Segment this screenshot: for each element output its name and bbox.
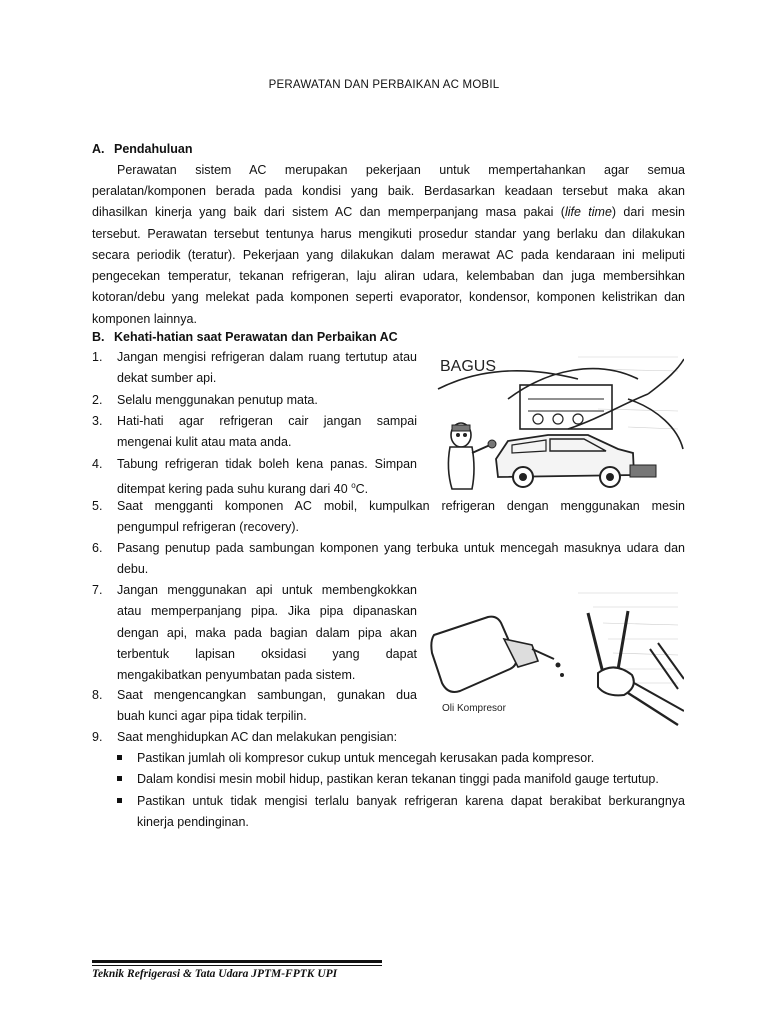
footer-text: Teknik Refrigerasi & Tata Udara JPTM-FPTK UPI bbox=[92, 968, 338, 980]
para-line: pengecekan temperatur, tekanan refrigeran, laju aliran udara, kelembaban dan juga membersihkan bbox=[92, 269, 685, 284]
para-line: tersebut. Perawatan tersebut tentunya harus mengikuti prosedur standar yang berlaku dan dilakukan bbox=[92, 226, 685, 241]
para-line: secara periodik (teratur). Pekerjaan yang dilakukan dalam merawat AC pada kendaraan ini meliputi bbox=[92, 247, 685, 262]
life-time-italic: life time bbox=[564, 205, 612, 220]
car-illustration bbox=[428, 349, 684, 495]
figure-oil-compressor bbox=[428, 583, 684, 729]
para-line: Perawatan sistem AC merupakan pekerjaan untuk mempertahankan agar semua bbox=[117, 163, 685, 177]
figure-refrigerant-car bbox=[428, 349, 684, 495]
para-line: kotoran/debu yang melekat pada komponen seperti evaporator, kondensor, komponen kelistrikan dan bbox=[92, 290, 685, 305]
list-item-6: 6. Pasang penutup pada sambungan komponen yang terbuka untuk mencegah masuknya udara dan debu. bbox=[92, 541, 685, 577]
section-b-letter: B. bbox=[92, 330, 105, 344]
bullet-item-1: Pastikan jumlah oli kompresor cukup untuk mencegah kerusakan pada kompresor. bbox=[117, 748, 685, 770]
section-a-letter: A. bbox=[92, 142, 105, 156]
list-item-2: 2. Selalu menggunakan penutup mata. bbox=[92, 393, 318, 407]
list-item-1: 1. Jangan mengisi refrigeran dalam ruang tertutup atau dekat sumber api. bbox=[92, 350, 417, 386]
bullet-icon bbox=[117, 798, 122, 803]
para-line: peralatan/komponen berada pada kondisi yang baik. Berdasarkan keadaan tersebut maka akan bbox=[92, 184, 685, 198]
oil-compressor-illustration bbox=[428, 583, 684, 729]
figure-label-oli-kompresor: Oli Kompresor bbox=[442, 703, 506, 714]
bullet-icon bbox=[117, 776, 122, 781]
bullet-item-3: Pastikan untuk tidak mengisi terlalu banyak refrigeran karena dapat berakibat berkurangnya kinerja pendinginan. bbox=[117, 791, 685, 835]
section-a-title: Pendahuluan bbox=[114, 142, 193, 156]
list-item-9: 9. Saat menghidupkan AC dan melakukan pengisian: bbox=[92, 730, 398, 744]
section-a-paragraph bbox=[117, 160, 685, 181]
section-a-heading bbox=[92, 142, 192, 156]
bullet-item-2: Dalam kondisi mesin mobil hidup, pastikan keran tekanan tinggi pada manifold gauge tertutup. bbox=[117, 769, 685, 791]
list-item-5: 5. Saat mengganti komponen AC mobil, kumpulkan refrigeran dengan menggunakan mesin pengumpul refrigeran (recovery). bbox=[92, 499, 685, 535]
section-a-paragraph-body bbox=[92, 181, 685, 330]
footer-rule-thick bbox=[92, 960, 382, 963]
list-item-7: 7. Jangan menggunakan api untuk membengkokkan atau memperpanjang pipa. Jika pipa dipanaskan dengan api, maka pada bagian dalam pipa akan terbentuk lapisan oksidasi yang dapat mengakibatkan penyumbatan pada sistem. bbox=[92, 583, 417, 683]
section-b-heading bbox=[92, 330, 398, 344]
para-line-life-time: dihasilkan kinerja yang baik dari sistem AC dan memperpanjang masa pakai (life time) dari mesin bbox=[92, 205, 685, 220]
figure-label-bagus: BAGUS bbox=[440, 358, 497, 375]
bullet-icon bbox=[117, 755, 122, 760]
para-line: komponen lainnya. bbox=[92, 311, 197, 326]
footer-rule-thin bbox=[92, 965, 382, 966]
list-item-8: 8. Saat mengencangkan sambungan, gunakan dua buah kunci agar pipa tidak terpilin. bbox=[92, 688, 417, 724]
section-b-title: Kehati-hatian saat Perawatan dan Perbaikan AC bbox=[114, 330, 398, 344]
page-title: PERAWATAN DAN PERBAIKAN AC MOBIL bbox=[268, 79, 500, 91]
list-item-3: 3. Hati-hati agar refrigeran cair jangan sampai mengenai kulit atau mata anda. bbox=[92, 414, 417, 450]
list-item-4: 4. Tabung refrigeran tidak boleh kena panas. Simpan ditempat kering pada suhu kurang dari 40 $^o$C. bbox=[92, 457, 417, 497]
